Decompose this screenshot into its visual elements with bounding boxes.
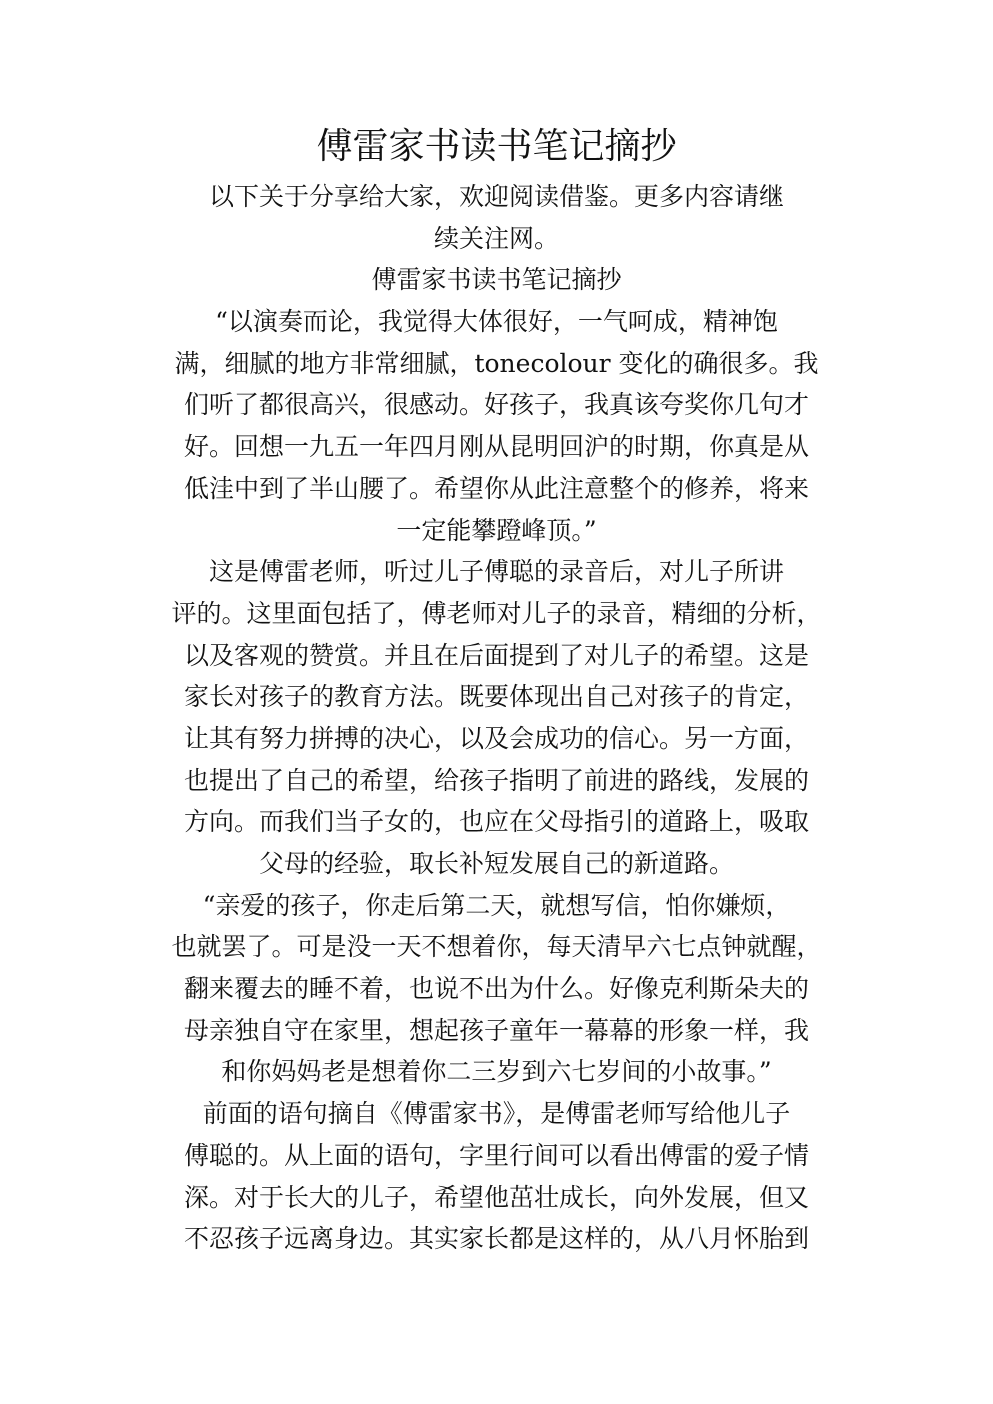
text-line: 方向。而我们当子女的，也应在父母指引的道路上，吸取 [183, 807, 809, 837]
text-line: 续关注网。 [433, 223, 559, 253]
text-line: 低洼中到了半山腰了。希望你从此注意整个的修养，将来 [183, 473, 809, 503]
text-line: 傅雷家书读书笔记摘抄 [371, 265, 622, 295]
text-line: 们听了都很高兴，很感动。好孩子，我真该夸奖你几句才 [183, 390, 809, 420]
text-line: 以及客观的赞赏。并且在后面提到了对儿子的希望。这是 [183, 640, 809, 670]
text-line: 和你妈妈老是想着你二三岁到六七岁间的小故事。” [221, 1057, 772, 1087]
text-line: “以演奏而论，我觉得大体很好，一气呵成，精神饱 [215, 307, 778, 337]
text-line: “亲爱的孩子，你走后第二天，就想写信，怕你嫌烦， [202, 890, 791, 920]
text-line: 翻来覆去的睡不着，也说不出为什么。好像克利斯朵夫的 [183, 974, 809, 1004]
text-line: 家长对孩子的教育方法。既要体现出自己对孩子的肯定， [183, 682, 809, 712]
text-line: 好。回想一九五一年四月刚从昆明回沪的时期，你真是从 [183, 432, 809, 462]
text-line: 以下关于分享给大家，欢迎阅读借鉴。更多内容请继 [208, 182, 784, 211]
text-line: 也就罢了。可是没一天不想着你，每天清早六七点钟就醒， [171, 932, 822, 962]
text-line: 不忍孩子远离身边。其实家长都是这样的，从八月怀胎到 [183, 1224, 809, 1254]
text-line: 一定能攀蹬峰顶。” [396, 515, 597, 545]
text-line: 傅聪的。从上面的语句，字里行间可以看出傅雷的爱子情 [183, 1140, 809, 1170]
text-line: 前面的语句摘自《傅雷家书》，是傅雷老师写给他儿子 [202, 1099, 791, 1129]
text-line: 也提出了自己的希望，给孩子指明了前进的路线，发展的 [183, 765, 809, 795]
document-body [140, 176, 853, 1260]
text-line: 这是傅雷老师，听过儿子傅聪的录音后，对儿子所讲 [208, 557, 784, 587]
text-line: 深。对于长大的儿子，希望他茁壮成长，向外发展，但又 [183, 1182, 809, 1212]
document-title: 傅雷家书读书笔记摘抄 [316, 126, 677, 167]
text-line: 父母的经验，取长补短发展自己的新道路。 [258, 849, 734, 878]
text-line: 母亲独自守在家里，想起孩子童年一幕幕的形象一样，我 [183, 1015, 809, 1045]
text-line: 满，细腻的地方非常细腻，tonecolour 变化的确很多。我 [174, 348, 819, 378]
text-line: 让其有努力拼搏的决心，以及会成功的信心。另一方面， [183, 723, 809, 753]
text-line: 评的。这里面包括了，傅老师对儿子的录音，精细的分析， [171, 598, 822, 628]
